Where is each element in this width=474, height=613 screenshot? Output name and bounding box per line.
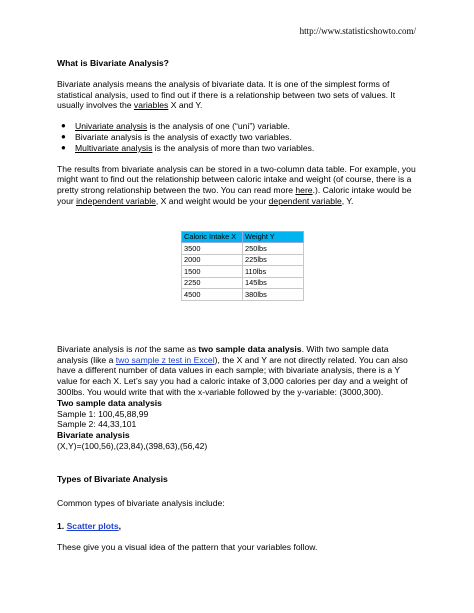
bivariate-term: Bivariate analysis — [75, 131, 142, 142]
table-cell: 4500 — [182, 289, 243, 301]
document-body — [57, 58, 417, 553]
multivariate-link[interactable]: Multivariate analysis — [75, 142, 153, 153]
table-cell: 1500 — [182, 266, 243, 278]
results-text-2: .). Caloric intake would be your — [57, 185, 412, 206]
sample-2-line: Sample 2: 44,33,101 — [57, 419, 137, 430]
table-row — [182, 254, 304, 266]
results-text-3: , X and weight would be your — [155, 195, 269, 206]
list-item-text: is the analysis of one (“uni”) variable. — [147, 121, 290, 132]
list-item — [59, 132, 417, 143]
table-cell: 2250 — [182, 277, 243, 289]
header-url: http://www.statisticshowto.com/ — [299, 26, 416, 36]
independent-variable-link[interactable]: independent variable — [76, 195, 156, 206]
bullet-icon: ● — [61, 142, 66, 152]
two-sample-z-test-link[interactable]: two sample z test in Excel — [115, 354, 215, 365]
bullet-icon: ● — [61, 131, 66, 141]
comparison-text-2: the same as — [146, 343, 199, 354]
item-number: 1. — [57, 521, 67, 532]
bivariate-pairs-line: (X,Y)=(100,56),(23,84),(398,63),(56,42) — [57, 440, 208, 451]
table-cell: 3500 — [182, 243, 243, 255]
table-cell: 110lbs — [243, 266, 304, 278]
intro-paragraph — [57, 79, 417, 111]
results-paragraph — [57, 164, 417, 207]
dependent-variable-link[interactable]: dependent variable — [268, 195, 342, 206]
analysis-types-list — [57, 121, 417, 153]
two-sample-heading: Two sample data analysis — [57, 397, 162, 408]
scatter-plots-item — [57, 521, 417, 532]
intro-text-2: X and Y. — [168, 100, 203, 111]
comparison-text-4: ), the X and Y are not directly related. You can also have a different number of data values in each sample; with bivariate analysis, there is a Y value for each X. Let’s say you had a caloric intake of 3,000 calories per day and a weight of 300lbs. You would write that with the x-variable followed by the y-variable: (3000,300). — [57, 354, 408, 397]
table-row — [182, 243, 304, 255]
table-header-row — [182, 231, 304, 243]
scatter-plots-description: These give you a visual idea of the pattern that your variables follow. — [57, 542, 318, 553]
list-item-text: is the analysis of more than two variables. — [152, 142, 315, 153]
bold-two-sample: two sample data analysis — [198, 343, 302, 354]
emphasis-not: not — [134, 343, 147, 354]
comparison-text-1: Bivariate analysis is — [57, 343, 135, 354]
comparison-text-3: . With two sample data analysis (like a — [57, 343, 389, 365]
sample-1-line: Sample 1: 100,45,88,99 — [57, 408, 149, 419]
univariate-link[interactable]: Univariate analysis — [75, 121, 148, 132]
table-cell: 2000 — [182, 254, 243, 266]
scatter-plots-link[interactable]: Scatter plots — [66, 521, 119, 532]
item-suffix: , — [118, 521, 122, 532]
types-intro: Common types of bivariate analysis include: — [57, 497, 225, 508]
table-row — [182, 266, 304, 278]
list-item — [59, 143, 417, 154]
types-heading: Types of Bivariate Analysis — [57, 473, 168, 484]
here-link[interactable]: here — [295, 185, 313, 196]
list-item — [59, 121, 417, 132]
results-text-1: The results from bivariate analysis can be stored in a two-column data table. For example, you might want to find out the relationship between caloric intake and weight (of course, there is a pretty strong relationship between the two. You can read more — [57, 163, 416, 196]
results-text-4: , Y. — [341, 195, 354, 206]
bullet-icon: ● — [61, 121, 66, 131]
table-header-cell: Caloric Intake X — [182, 231, 243, 243]
table-row — [182, 289, 304, 301]
table-cell: 250lbs — [243, 243, 304, 255]
heading-what-is: What is Bivariate Analysis? — [57, 58, 169, 68]
intro-text-1: Bivariate analysis means the analysis of bivariate data. It is one of the simplest forms of statistical analysis, used to find out if there is a relationship between two sets of values. It usually involves the — [57, 78, 396, 111]
comparison-paragraph — [57, 344, 417, 398]
table-row — [182, 277, 304, 289]
bivariate-example-heading: Bivariate analysis — [57, 430, 130, 441]
table-cell: 225lbs — [243, 254, 304, 266]
variables-link[interactable]: variables — [133, 100, 169, 111]
table-header-cell: Weight Y — [243, 231, 304, 243]
caloric-weight-table — [181, 231, 304, 301]
table-cell: 145lbs — [243, 277, 304, 289]
table-cell: 380lbs — [243, 289, 304, 301]
list-item-text: is the analysis of exactly two variables. — [141, 131, 292, 142]
